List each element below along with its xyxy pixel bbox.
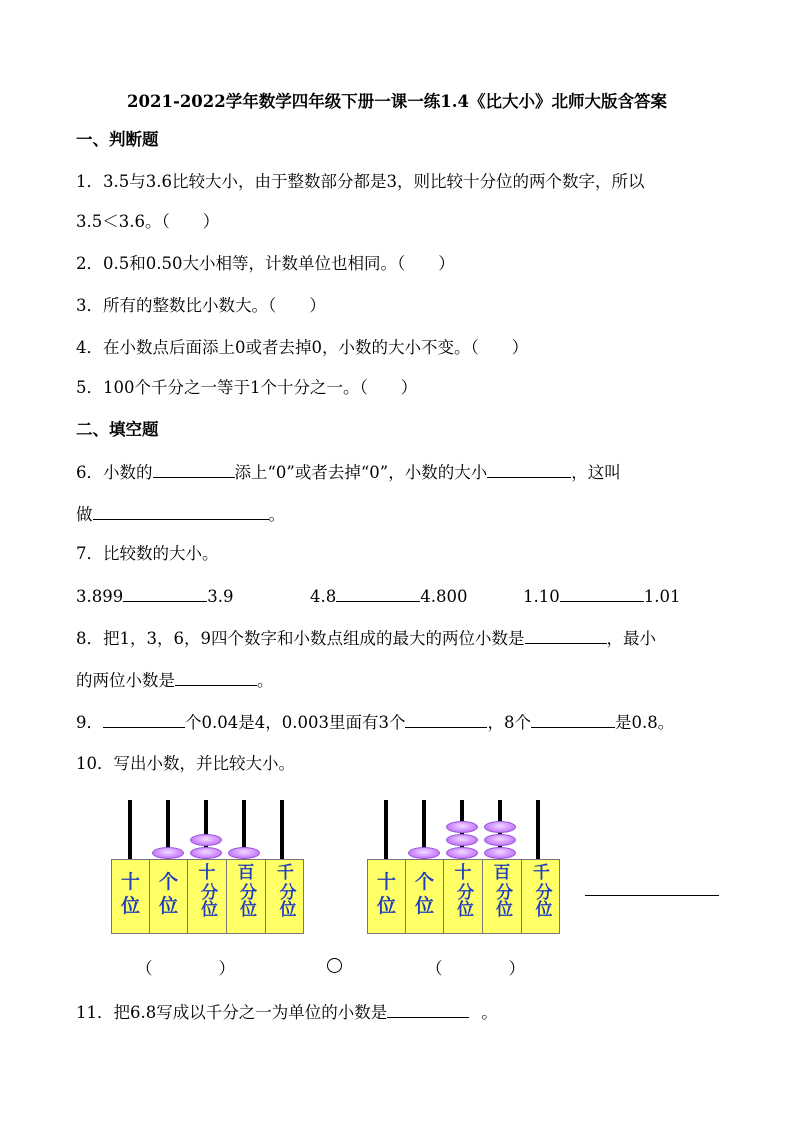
q6-text-b: 添上“0”或者去掉“0”，小数的大小	[234, 463, 488, 482]
abacus-rod	[384, 800, 388, 860]
place-tenths: 十 分位	[444, 860, 483, 933]
abacus-bead	[152, 847, 184, 859]
q7-pair-1	[76, 586, 234, 607]
place-tens: 十 位	[368, 860, 406, 933]
q7-p3-left: 1.10	[523, 587, 560, 606]
place-tenths: 十 分位	[188, 860, 227, 933]
q6-text-d: 做	[76, 505, 93, 524]
question-6-line-2	[76, 504, 285, 525]
q11-blank[interactable]	[387, 1002, 469, 1018]
q7-p2-right: 4.800	[420, 587, 468, 606]
q6-text-e: 。	[268, 505, 285, 524]
question-5: 5．100个千分之一等于1个十分之一。（ ）	[76, 378, 418, 397]
section-fill-heading: 二、填空题	[76, 420, 159, 439]
abacus-bead	[190, 847, 222, 859]
question-4: 4．在小数点后面添上0或者去掉0，小数的大小不变。（ ）	[76, 338, 529, 357]
q6-blank-3[interactable]	[93, 504, 269, 520]
question-10: 10．写出小数，并比较大小。	[76, 754, 295, 773]
q8-blank-2[interactable]	[175, 670, 257, 686]
abacus-rod	[128, 800, 132, 860]
q7-blank-3[interactable]	[560, 586, 644, 602]
q6-blank-1[interactable]	[153, 462, 235, 478]
q9-text-d: 是0.8。	[614, 713, 675, 732]
abacus-bead	[446, 821, 478, 833]
q11-text-a: 11．把6.8写成以千分之一为单位的小数是	[76, 1003, 388, 1022]
abacus-place-board	[367, 859, 560, 934]
place-ones: 个 位	[406, 860, 444, 933]
q8-blank-1[interactable]	[525, 628, 607, 644]
compare-circle[interactable]	[327, 958, 342, 973]
q11-text-b: 。	[481, 1003, 498, 1022]
abacus-left	[111, 800, 304, 934]
q6-text-c: ，这叫	[571, 463, 621, 482]
q10-left-paren[interactable]: （ ）	[136, 959, 235, 978]
q9-blank-1[interactable]	[103, 712, 185, 728]
q9-text-b: 个0.04是4，0.003里面有3个	[185, 713, 406, 732]
q9-blank-3[interactable]	[531, 712, 615, 728]
q7-p1-right: 3.9	[207, 587, 234, 606]
abacus-bead	[484, 821, 516, 833]
abacus-rod	[536, 800, 540, 860]
q7-p1-left: 3.899	[76, 587, 124, 606]
q7-blank-2[interactable]	[336, 586, 420, 602]
section-judgement-heading: 一、判断题	[76, 130, 159, 149]
place-thousandths: 千 分位	[531, 863, 552, 917]
place-thousandths: 千 分位	[275, 863, 296, 917]
q8-text-c: 的两位小数是	[76, 671, 175, 690]
abacus-bead	[408, 847, 440, 859]
q10-answer-line[interactable]	[585, 895, 719, 896]
place-ones: 个 位	[150, 860, 188, 933]
q7-blank-1[interactable]	[123, 586, 207, 602]
abacus-rod	[280, 800, 284, 860]
abacus-bead	[484, 834, 516, 846]
q8-text-b: ，最小	[606, 629, 656, 648]
q7-pair-3	[523, 586, 681, 607]
question-1-line-1: 1．3.5与3.6比较大小，由于整数部分都是3，则比较十分位的两个数字，所以	[76, 172, 645, 191]
q9-text-c: ，8个	[487, 713, 531, 732]
question-9	[76, 712, 674, 733]
question-8-line-2	[76, 670, 274, 691]
abacus-bead	[446, 834, 478, 846]
abacus-place-board	[111, 859, 304, 934]
q6-blank-2[interactable]	[487, 462, 571, 478]
abacus-bead	[228, 847, 260, 859]
abacus-bead	[446, 847, 478, 859]
q10-right-paren[interactable]: （ ）	[426, 959, 525, 978]
question-7: 7．比较数的大小。	[76, 544, 219, 563]
question-1-line-2: 3.5＜3.6。（ ）	[76, 212, 220, 231]
place-hundredths: 百 分位	[483, 860, 522, 933]
question-8-line-1	[76, 628, 656, 649]
place-hundredths: 百 分位	[227, 860, 266, 933]
q9-blank-2[interactable]	[405, 712, 487, 728]
q7-pair-2	[310, 586, 468, 607]
abacus-bead	[484, 847, 516, 859]
abacus-bead	[190, 834, 222, 846]
abacus-right	[367, 800, 560, 934]
q6-text-a: 6．小数的	[76, 463, 153, 482]
q8-text-d: 。	[257, 671, 274, 690]
q8-text-a: 8．把1，3，6，9四个数字和小数点组成的最大的两位小数是	[76, 629, 525, 648]
question-11	[76, 1002, 498, 1023]
question-2: 2．0.5和0.50大小相等，计数单位也相同。（ ）	[76, 254, 455, 273]
q9-text-a: 9．	[76, 713, 103, 732]
q7-p3-right: 1.01	[643, 587, 681, 606]
question-6-line-1	[76, 462, 621, 483]
question-3: 3．所有的整数比小数大。（ ）	[76, 296, 326, 315]
page-title: 2021-2022学年数学四年级下册一课一练1.4《比大小》北师大版含答案	[127, 92, 667, 111]
q7-p2-left: 4.8	[310, 587, 337, 606]
place-tens: 十 位	[112, 860, 150, 933]
